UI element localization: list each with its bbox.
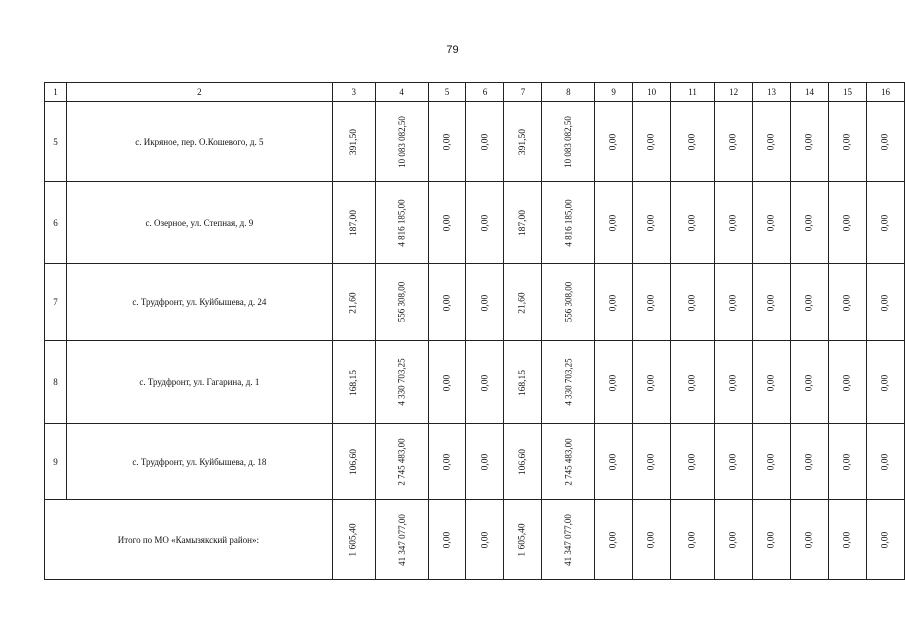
cell-value: 2 745 483,00 [563,437,574,486]
numeric-cell [866,341,904,424]
total-row [45,500,905,580]
table-row [45,341,905,424]
numeric-cell [753,424,791,500]
numeric-cell [428,102,466,182]
cell-value: 1 605,40 [517,523,528,557]
cell-value: 0,00 [608,531,619,549]
row-number: 9 [45,424,67,500]
numeric-cell [753,500,791,580]
cell-value: 0,00 [646,133,657,151]
address-cell: с. Икряное, пер. О.Кошевого, д. 5 [66,102,332,182]
numeric-cell [671,424,715,500]
table-row [45,102,905,182]
cell-value: 0,00 [804,294,815,311]
cell-value: 10 083 082,50 [396,115,407,168]
cell-value: 0,00 [608,214,619,232]
numeric-cell [375,341,428,424]
address-cell: с. Озерное, ул. Степная, д. 9 [66,182,332,264]
column-number-header: 3 [332,83,375,102]
numeric-cell [428,182,466,264]
numeric-cell [866,500,904,580]
cell-value: 0,00 [766,214,777,232]
numeric-cell [791,341,829,424]
numeric-cell [332,102,375,182]
cell-value: 0,00 [608,374,619,391]
cell-value: 0,00 [842,133,853,151]
numeric-cell [375,424,428,500]
column-number-header: 4 [375,83,428,102]
cell-value: 168,15 [348,369,359,396]
numeric-cell [466,182,504,264]
column-number-header: 5 [428,83,466,102]
row-number: 7 [45,264,67,341]
numeric-cell [595,341,633,424]
numeric-cell [466,264,504,341]
numeric-cell [715,182,753,264]
numeric-cell [753,102,791,182]
numeric-cell [715,500,753,580]
numeric-cell [866,424,904,500]
column-number-header: 16 [866,83,904,102]
numeric-cell [633,182,671,264]
numeric-cell [791,264,829,341]
cell-value: 0,00 [608,294,619,311]
numeric-cell [504,341,542,424]
numeric-cell [715,341,753,424]
numeric-cell [332,182,375,264]
cell-value: 0,00 [728,133,739,151]
numeric-cell [466,500,504,580]
cell-value: 0,00 [608,133,619,151]
numeric-cell [866,264,904,341]
numeric-cell [542,102,595,182]
numeric-cell [671,341,715,424]
cell-value: 0,00 [728,453,739,471]
cell-value: 106,60 [348,448,359,476]
total-label: Итого по МО «Камызякский район»: [45,500,333,580]
cell-value: 0,00 [842,453,853,471]
cell-value: 556 308,00 [396,281,407,323]
cell-value: 4 816 185,00 [563,198,574,247]
cell-value: 0,00 [766,133,777,151]
numeric-cell [671,102,715,182]
cell-value: 0,00 [766,531,777,549]
column-number-header: 14 [791,83,829,102]
numeric-cell [595,500,633,580]
cell-value: 0,00 [687,531,698,549]
cell-value: 41 347 077,00 [563,513,574,566]
row-number: 8 [45,341,67,424]
row-number: 5 [45,102,67,182]
cell-value: 4 330 703,25 [396,358,407,406]
address-cell: с. Трудфронт, ул. Гагарина, д. 1 [66,341,332,424]
numeric-cell [595,424,633,500]
numeric-cell [504,500,542,580]
cell-value: 0,00 [728,374,739,391]
cell-value: 0,00 [880,374,891,391]
cell-value: 0,00 [479,133,490,151]
table-row [45,182,905,264]
numeric-cell [633,341,671,424]
numeric-cell [332,264,375,341]
cell-value: 0,00 [842,374,853,391]
numeric-cell [828,500,866,580]
numeric-cell [828,102,866,182]
cell-value: 187,00 [517,209,528,237]
cell-value: 21,60 [517,291,528,314]
cell-value: 0,00 [766,374,777,391]
cell-value: 556 308,00 [563,281,574,323]
cell-value: 0,00 [442,374,452,391]
numeric-cell [671,182,715,264]
data-table [44,82,905,580]
cell-value: 0,00 [479,374,490,391]
numeric-cell [595,264,633,341]
cell-value: 391,50 [517,128,528,156]
cell-value: 0,00 [646,531,657,549]
cell-value: 0,00 [842,214,853,232]
column-number-header: 12 [715,83,753,102]
numeric-cell [504,424,542,500]
cell-value: 0,00 [442,453,452,471]
cell-value: 0,00 [442,531,452,549]
cell-value: 0,00 [646,214,657,232]
column-number-row [45,83,905,102]
numeric-cell [866,102,904,182]
column-number-header: 2 [66,83,332,102]
cell-value: 0,00 [479,531,490,549]
numeric-cell [633,424,671,500]
cell-value: 0,00 [608,453,619,471]
cell-value: 0,00 [804,133,815,151]
numeric-cell [791,102,829,182]
numeric-cell [791,182,829,264]
column-number-header: 10 [633,83,671,102]
cell-value: 0,00 [766,294,777,311]
row-number: 6 [45,182,67,264]
cell-value: 0,00 [687,214,698,232]
column-number-header: 9 [595,83,633,102]
column-number-header: 7 [504,83,542,102]
cell-value: 21,60 [348,291,359,314]
numeric-cell [428,341,466,424]
cell-value: 0,00 [804,214,815,232]
numeric-cell [715,424,753,500]
numeric-cell [332,500,375,580]
numeric-cell [791,424,829,500]
numeric-cell [504,264,542,341]
cell-value: 4 816 185,00 [396,198,407,247]
cell-value: 0,00 [804,374,815,391]
cell-value: 0,00 [442,133,452,151]
cell-value: 0,00 [842,294,853,311]
column-number-header: 15 [828,83,866,102]
numeric-cell [791,500,829,580]
cell-value: 0,00 [728,294,739,311]
column-number-header: 1 [45,83,67,102]
numeric-cell [671,500,715,580]
cell-value: 0,00 [842,531,853,549]
cell-value: 0,00 [728,214,739,232]
cell-value: 41 347 077,00 [396,513,407,566]
numeric-cell [332,424,375,500]
cell-value: 0,00 [880,214,891,232]
numeric-cell [375,182,428,264]
numeric-cell [828,341,866,424]
table-row [45,424,905,500]
numeric-cell [466,341,504,424]
page-number: 79 [446,44,459,56]
cell-value: 0,00 [880,133,891,151]
cell-value: 2 745 483,00 [396,437,407,486]
cell-value: 0,00 [687,374,698,391]
numeric-cell [715,102,753,182]
numeric-cell [828,182,866,264]
cell-value: 0,00 [687,453,698,471]
numeric-cell [504,102,542,182]
numeric-cell [753,341,791,424]
cell-value: 0,00 [804,453,815,471]
cell-value: 0,00 [880,453,891,471]
table-body [45,83,905,580]
cell-value: 0,00 [479,294,490,311]
cell-value: 0,00 [479,453,490,471]
cell-value: 106,60 [517,448,528,476]
numeric-cell [428,264,466,341]
numeric-cell [466,424,504,500]
cell-value: 0,00 [728,531,739,549]
numeric-cell [466,102,504,182]
numeric-cell [428,424,466,500]
cell-value: 0,00 [646,453,657,471]
cell-value: 1 605,40 [348,523,359,557]
cell-value: 0,00 [687,133,698,151]
numeric-cell [504,182,542,264]
numeric-cell [753,264,791,341]
numeric-cell [671,264,715,341]
numeric-cell [633,264,671,341]
numeric-cell [542,424,595,500]
column-number-header: 11 [671,83,715,102]
cell-value: 0,00 [479,214,490,232]
address-cell: с. Трудфронт, ул. Куйбышева, д. 24 [66,264,332,341]
numeric-cell [428,500,466,580]
column-number-header: 8 [542,83,595,102]
cell-value: 168,15 [517,369,528,396]
cell-value: 0,00 [880,294,891,311]
cell-value: 187,00 [348,209,359,237]
numeric-cell [542,182,595,264]
numeric-cell [633,500,671,580]
numeric-cell [595,102,633,182]
address-cell: с. Трудфронт, ул. Куйбышева, д. 18 [66,424,332,500]
numeric-cell [542,264,595,341]
numeric-cell [828,264,866,341]
numeric-cell [375,500,428,580]
cell-value: 4 330 703,25 [563,358,574,406]
numeric-cell [542,341,595,424]
cell-value: 0,00 [766,453,777,471]
numeric-cell [753,182,791,264]
numeric-cell [715,264,753,341]
numeric-cell [633,102,671,182]
numeric-cell [332,341,375,424]
column-number-header: 6 [466,83,504,102]
cell-value: 0,00 [646,374,657,391]
cell-value: 0,00 [442,214,452,232]
numeric-cell [375,264,428,341]
cell-value: 0,00 [804,531,815,549]
cell-value: 0,00 [646,294,657,311]
numeric-cell [542,500,595,580]
numeric-cell [375,102,428,182]
table-row [45,264,905,341]
cell-value: 0,00 [442,294,452,311]
cell-value: 10 083 082,50 [563,115,574,168]
cell-value: 0,00 [880,531,891,549]
numeric-cell [866,182,904,264]
cell-value: 0,00 [687,294,698,311]
numeric-cell [595,182,633,264]
numeric-cell [828,424,866,500]
cell-value: 391,50 [348,128,359,156]
column-number-header: 13 [753,83,791,102]
